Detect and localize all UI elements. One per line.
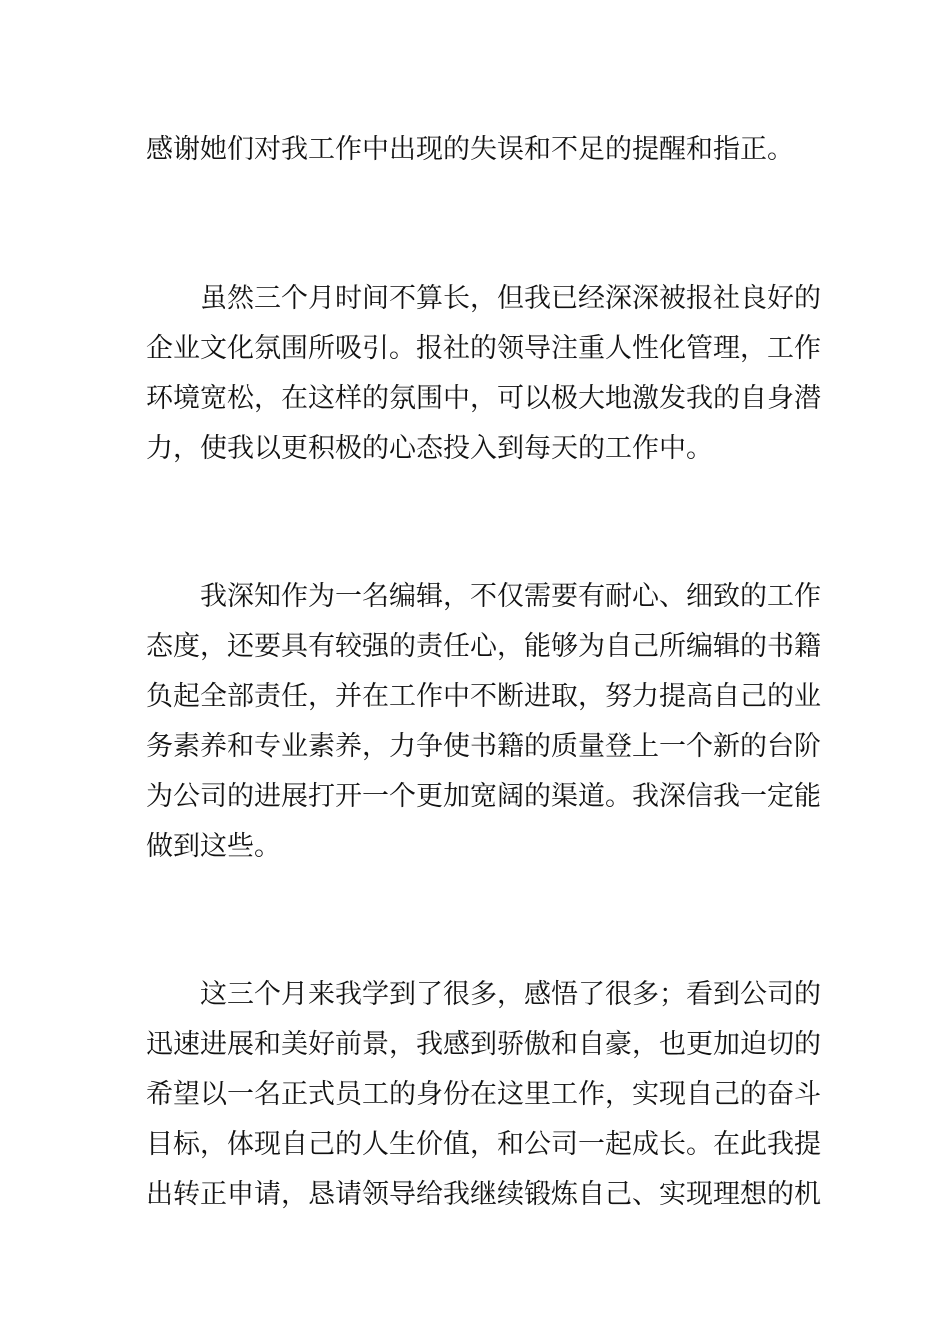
paragraph-3-line-3: 负起全部责任，并在工作中不断进取，努力提高自己的业 [146,681,821,712]
paragraph-4-line-2: 迅速进展和美好前景，我感到骄傲和自豪，也更加迫切的 [146,1029,821,1060]
paragraph-4-line-1: 这三个月来我学到了很多，感悟了很多；看到公司的 [200,979,821,1010]
paragraph-3-line-6: 做到这些。 [146,831,281,862]
paragraph-4-line-4: 目标，体现自己的人生价值，和公司一起成长。在此我提 [146,1129,821,1160]
paragraph-2-line-3: 环境宽松，在这样的氛围中，可以极大地激发我的自身潜 [146,383,821,414]
paragraph-4-line-5: 出转正申请，恳请领导给我继续锻炼自己、实现理想的机 [146,1179,821,1210]
paragraph-4-line-3: 希望以一名正式员工的身份在这里工作，实现自己的奋斗 [146,1079,821,1110]
paragraph-2-line-2: 企业文化氛围所吸引。报社的领导注重人性化管理，工作 [146,333,821,364]
paragraph-3-line-4: 务素养和专业素养，力争使书籍的质量登上一个新的台阶 [146,731,821,762]
paragraph-1-line-1: 感谢她们对我工作中出现的失误和不足的提醒和指正。 [146,134,794,165]
paragraph-2-line-4: 力，使我以更积极的心态投入到每天的工作中。 [146,433,713,464]
paragraph-3-line-5: 为公司的进展打开一个更加宽阔的渠道。我深信我一定能 [146,781,821,812]
paragraph-3-line-2: 态度，还要具有较强的责任心，能够为自己所编辑的书籍 [146,631,821,662]
paragraph-2-line-1: 虽然三个月时间不算长，但我已经深深被报社良好的 [200,283,821,314]
paragraph-3-line-1: 我深知作为一名编辑，不仅需要有耐心、细致的工作 [200,581,821,612]
